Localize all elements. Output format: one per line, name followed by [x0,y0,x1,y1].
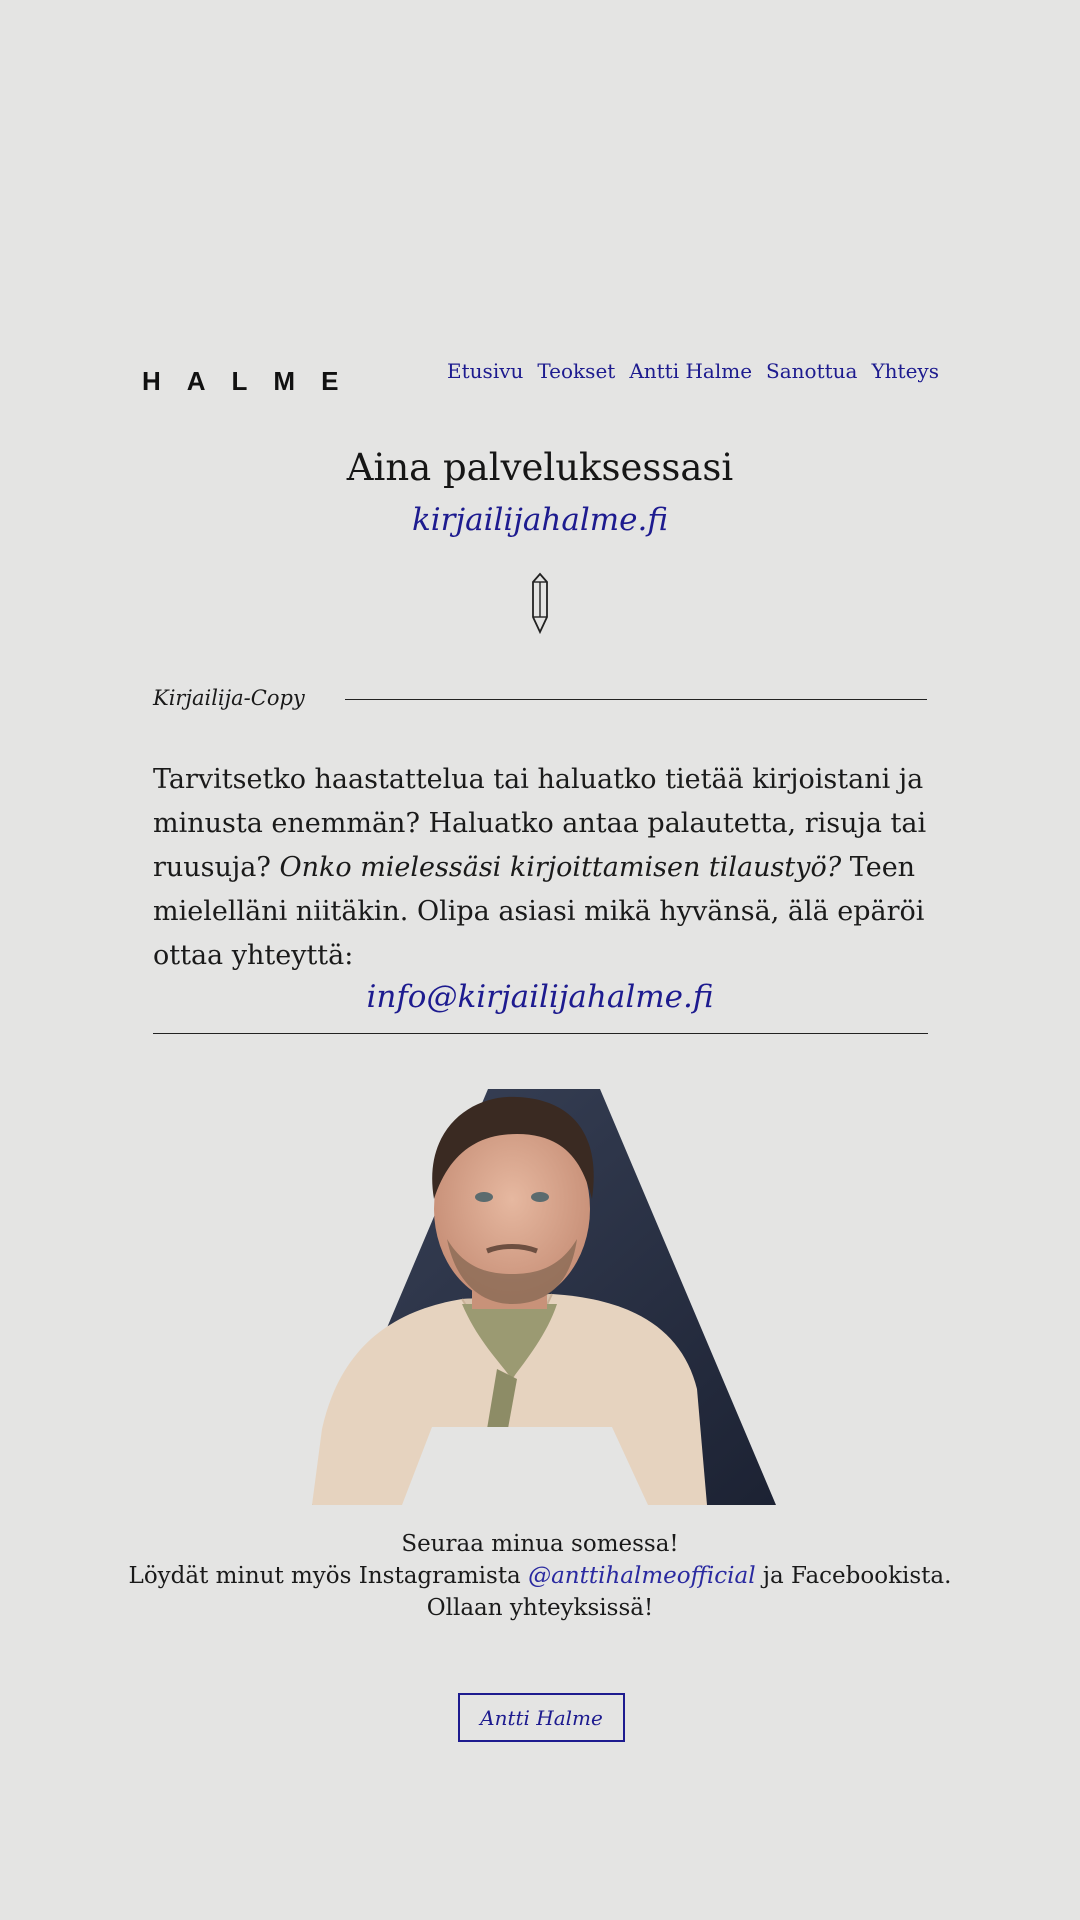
section-divider [345,699,927,700]
nav-yhteys[interactable]: Yhteys [871,359,939,383]
section-label: Kirjailija-Copy [153,686,305,710]
nav-antti-halme[interactable]: Antti Halme [629,359,753,383]
email-link[interactable]: info@kirjailijahalme.fi [366,979,714,1015]
follow-line-2 [0,1560,1080,1592]
header [0,358,1080,398]
logo[interactable]: HALME [142,366,365,396]
nav-teokset[interactable]: Teokset [537,359,616,383]
paragraph-part-3: Teen mielelläni niitäkin. Olipa asiasi mikä hyvänsä, älä epäröi ottaa yhteyttä: [153,852,925,971]
nav-sanottua[interactable]: Sanottua [766,359,858,383]
follow-text-before: Löydät minut myös Instagramista [128,1563,529,1589]
nav-etusivu[interactable]: Etusivu [447,359,524,383]
paragraph-part-1: Tarvitsetko haastattelua tai haluatko tietää kirjoistani ja minusta enemmän? Haluatko antaa palautetta, risuja tai ruusuja? [153,764,927,883]
social-follow [0,1528,1080,1624]
author-portrait [312,1089,780,1509]
follow-line-1: Seuraa minua somessa! [401,1531,679,1557]
contact-paragraph [153,758,928,978]
pen-icon [531,572,549,638]
follow-line-3: Ollaan yhteyksissä! [426,1595,654,1621]
page-subtitle: kirjailijahalme.fi [411,502,669,538]
page-title: Aina palveluksessasi [346,446,734,489]
antti-halme-button[interactable]: Antti Halme [458,1693,625,1742]
paragraph-part-2: Onko mielessäsi kirjoittamisen tilaustyö? [279,852,842,883]
main-nav [447,359,939,383]
follow-text-after: ja Facebookista. [755,1563,952,1589]
instagram-link[interactable]: @anttihalmeofficial [528,1563,756,1589]
email-divider [153,1033,928,1034]
